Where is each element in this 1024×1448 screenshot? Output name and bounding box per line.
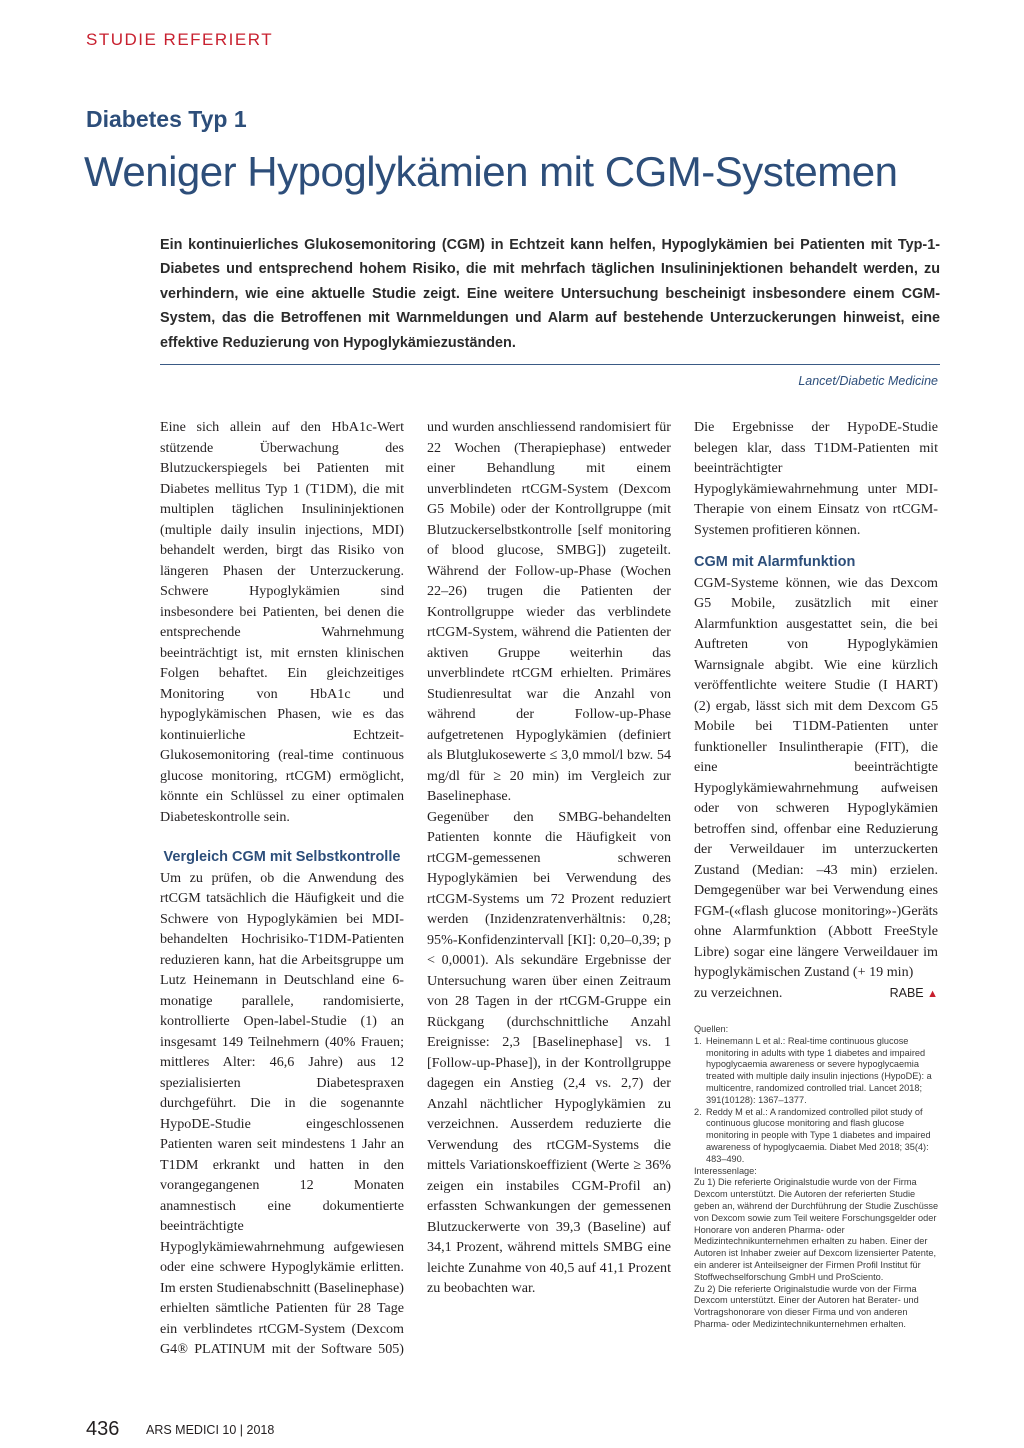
closing-text: zu verzeichnen. — [694, 984, 783, 1001]
references-list — [694, 1036, 940, 1166]
author-signature — [890, 983, 938, 1005]
conflict-heading: Interessenlage: — [694, 1165, 757, 1176]
results-paragraph: Gegenüber den SMBG-behandelten Patienten konnte die Häufigkeit von rtCGM-gemessenen schweren Hypoglykämien bei Verwendung des rtCGM-Systems um 72 Prozent reduziert werden (Inzidenzratenverhältnis: 0,28; 95%-Konfidenzintervall [KI]: 0,20–0,39; p < 0,0001). Als sekundäre Ergebnisse der Untersuchung waren über einen Zeitraum von 28 Tagen in der rtCGM-Gruppe ein Rückgang (durchschnittliche Anzahl Ereignisse: 2,3 [Baselinephase] vs. 1 [Follow-up-Phase]), in der Kontrollgruppe dagegen ein Anstieg (2,4 vs. 2,7) der Anzahl nächtlicher Hypoglykämien zu verzeichnen. Ausserdem reduzierte die Verwendung des rtCGM-Systems die mittels Variationskoeffizient (Werte ≥ 36% zeigen ein instabiles CGM-Profil an) erfassten Schwankungen der gemessenen Blutzuckerwerte von 39,3 (Baseline) auf 34,1 Prozent, während mittels SMBG eine leichte Zunahme von 40,5 auf 41,1 Prozent zu beobachten war. — [427, 808, 671, 1296]
references-block — [694, 1024, 940, 1331]
page-number: 436 — [86, 1418, 120, 1440]
conclusion-paragraph: Die Ergebnisse der HypoDE-Studie belegen klar, dass T1DM-Patienten mit beeinträchtigter Hypoglykämiewahrnehmung unter MDI-Therapie von einem Einsatz von rtCGM-Systemen profitieren können. — [694, 419, 938, 538]
alarm-paragraph: CGM-Systeme können, wie das Dexcom G5 Mobile, zusätzlich mit einer Alarmfunktion ausgestattet sein, die bei Auftreten von Hypoglykämien Warnsignale abgibt. Wie eine kürzlich veröffentlichte weitere Studie (I HART) (2) ergab, lässt sich mit dem Dexcom G5 Mobile bei T1DM-Patienten unter funktioneller Insulintherapie (FIT), die eine beeinträchtigte Hypoglykämiewahrnehmung aufweisen oder von schweren Hypoglykämien betroffen sind, offenbar eine Reduzierung der Verweildauer im unterzuckerten Zustand (Median: –43 min) erzielen. Demgegenüber war bei Verwendung eines FGM-(«flash glucose monitoring»-)Geräts ohne Alarmfunktion (Abbott FreeStyle Libre) sogar eine längere Verweildauer im hypoglykämischen Zustand (+ 19 min) — [694, 574, 938, 980]
author-initials: RABE — [889, 985, 924, 1000]
article-kicker: Diabetes Typ 1 — [86, 106, 247, 132]
section-label: STUDIE REFERIERT — [86, 30, 274, 49]
study-paragraph-continued: und wurden anschliessend randomisiert für 22 Wochen (Therapiephase) entweder einer Behandlung mit einem unverblindeten rtCGM-System (Dexcom G5 Mobile) oder der Kontrollgruppe (mit Blutzuckerselbstkontrolle [self monitoring of blood glucose, SMBG]) zugeteilt. Während der Follow-up-Phase (Wochen 22–26) trugen die Patienten der Kontrollgruppe wieder das verblindete rtCGM-System, während die Patienten der aktiven Gruppe weiterhin das unverblindete rtCGM erhielten. Primäres Studienresultat war die Anzahl von während der Follow-up-Phase aufgetretenen Hypoglykämien (definiert als Blutglukosewerte ≤ 3,0 mmol/l bzw. 54 mg/dl für ≥ 20 min) im Vergleich zur Baselinephase. — [427, 419, 671, 804]
conflict-statement-1: Zu 1) Die referierte Originalstudie wurde von der Firma Dexcom unterstützt. Die Autoren der referierten Studie geben an, während der Durchführung der Studie Zuschüsse von Dexcom sowie zum Teil weitere Forschungsgelder oder Honorare von anderen Pharma- oder Medizintechnikunternehmen erhalten zu haben. Einer der Autoren ist Inhaber zweier auf Dexcom lizensierter Patente, ein anderer ist Anteilseigner der Firmen Profil Institut für Stoffwechselforschung GmbH und ProSciento. — [694, 1177, 939, 1282]
conflict-statement-2: Zu 2) Die referierte Originalstudie wurde von der Firma Dexcom unterstützt. Einer der Autoren hat Berater- und Vortragshonorare von dieser Firma und von anderen Pharma- oder Medizintechnikunternehmen erhalten. — [694, 1283, 919, 1329]
lead-paragraph: Ein kontinuierliches Glukosemonitoring (CGM) in Echtzeit kann helfen, Hypoglykämien bei Patienten mit Typ-1-Diabetes und entsprechend hohem Risiko, die mit mehrfach täglichen Insulininjektionen behandelt werden, zu verhindern, wie eine aktuelle Studie zeigt. Eine weitere Untersuchung bescheinigt insbesondere einem CGM-System, das die Betroffenen mit Warnmeldungen und Alarm auf bestehende Unterzuckerungen hinweist, eine effektive Reduzierung von Hypoglykämiezuständen. — [160, 237, 940, 351]
article-title: Weniger Hypoglykämien mit CGM-Systemen — [84, 148, 898, 195]
reference-item: 1. Heinemann L et al.: Real-time continuous glucose monitoring in adults with type 1 diabetes and impaired hypoglycaemia awareness or severe hypoglycaemia treated with multiple daily insulin injections (HypoDE): a multicentre, randomized controlled trial. Lancet 2018; 391(10128): 1367–1377. — [694, 1035, 932, 1105]
study-paragraph: Um zu prüfen, ob die Anwendung des rtCGM tatsächlich die Häufigkeit und die Schwere von Hypoglykämien bei MDI-behandelten Hochrisiko-T1DM-Patienten reduzieren kann, hat die Arbeitsgruppe um Lutz Heinemann in Deutschland eine 6-monatige parallele, randomisierte, kontrollierte Open-label-Studie (1) an insgesamt 149 Teilnehmern (40% Frauen; mittleres Alter: 46,6 Jahre) aus 12 spezialisierten Diabetespraxen durchgeführt. Die in die sogenannte HypoDE-Studie eingeschlossenen Patienten waren seit mindestens 1 Jahr an T1DM erkrankt und hatten in den vorangegangenen 12 Monaten anamnestisch eine dokumentierte beeinträchtigte Hypoglykämiewahrnehmung aufgewiesen oder eine schwere Hypoglykämie erlitten. Im ersten Studienabschnitt (Baselinephase) erhielten sämtliche Patienten für 28 Tage ein verblindetes rtCGM-System (Dexcom G4® PLATINUM mit der Software 505) — [160, 869, 404, 1357]
source-credit: Lancet/Diabetic Medicine — [798, 374, 938, 388]
body-column-2 — [427, 417, 671, 1299]
references-heading: Quellen: — [694, 1024, 729, 1034]
red-triangle-icon: ▲ — [927, 987, 938, 1000]
reference-item: 2. Reddy M et al.: A randomized controlled pilot study of continuous glucose monitoring and flash glucose monitoring in people with Type 1 diabetes and impaired awareness of hypoglycaemia. Diabet Med 2018; 35(4): 483–490. — [694, 1106, 931, 1164]
closing-line — [694, 983, 938, 1004]
body-column-1 — [160, 417, 404, 1360]
body-column-3 — [694, 417, 938, 1004]
subheading-vergleich: Vergleich CGM mit Selbstkontrolle — [163, 849, 401, 865]
journal-issue: ARS MEDICI 10 | 2018 — [146, 1423, 275, 1437]
intro-paragraph: Eine sich allein auf den HbA1c-Wert stützende Überwachung des Blutzuckerspiegels bei Patienten mit Diabetes mellitus Typ 1 (T1DM), die mit multiplen täglichen Insulininjektionen (multiple daily insulin injections, MDI) behandelt werden, birgt das Risiko von längeren Phasen der Unterzuckerung. Schwere Hypoglykämien sind insbesondere bei Patienten, bei denen die entsprechende Wahrnehmung beeinträchtigt ist, mit ernsten klinischen Folgen behaftet. Ein gleichzeitiges Monitoring von HbA1c und hypoglykämischen Phasen, wie es das kontinuierliche Echtzeit-Glukosemonitoring (real-time continuous glucose monitoring, rtCGM) ermöglicht, könnte ein Schlüssel zu einer optimalen Diabeteskontrolle sein. — [160, 419, 404, 825]
lead-divider — [160, 364, 940, 365]
subheading-alarm: CGM mit Alarmfunktion — [694, 554, 856, 570]
